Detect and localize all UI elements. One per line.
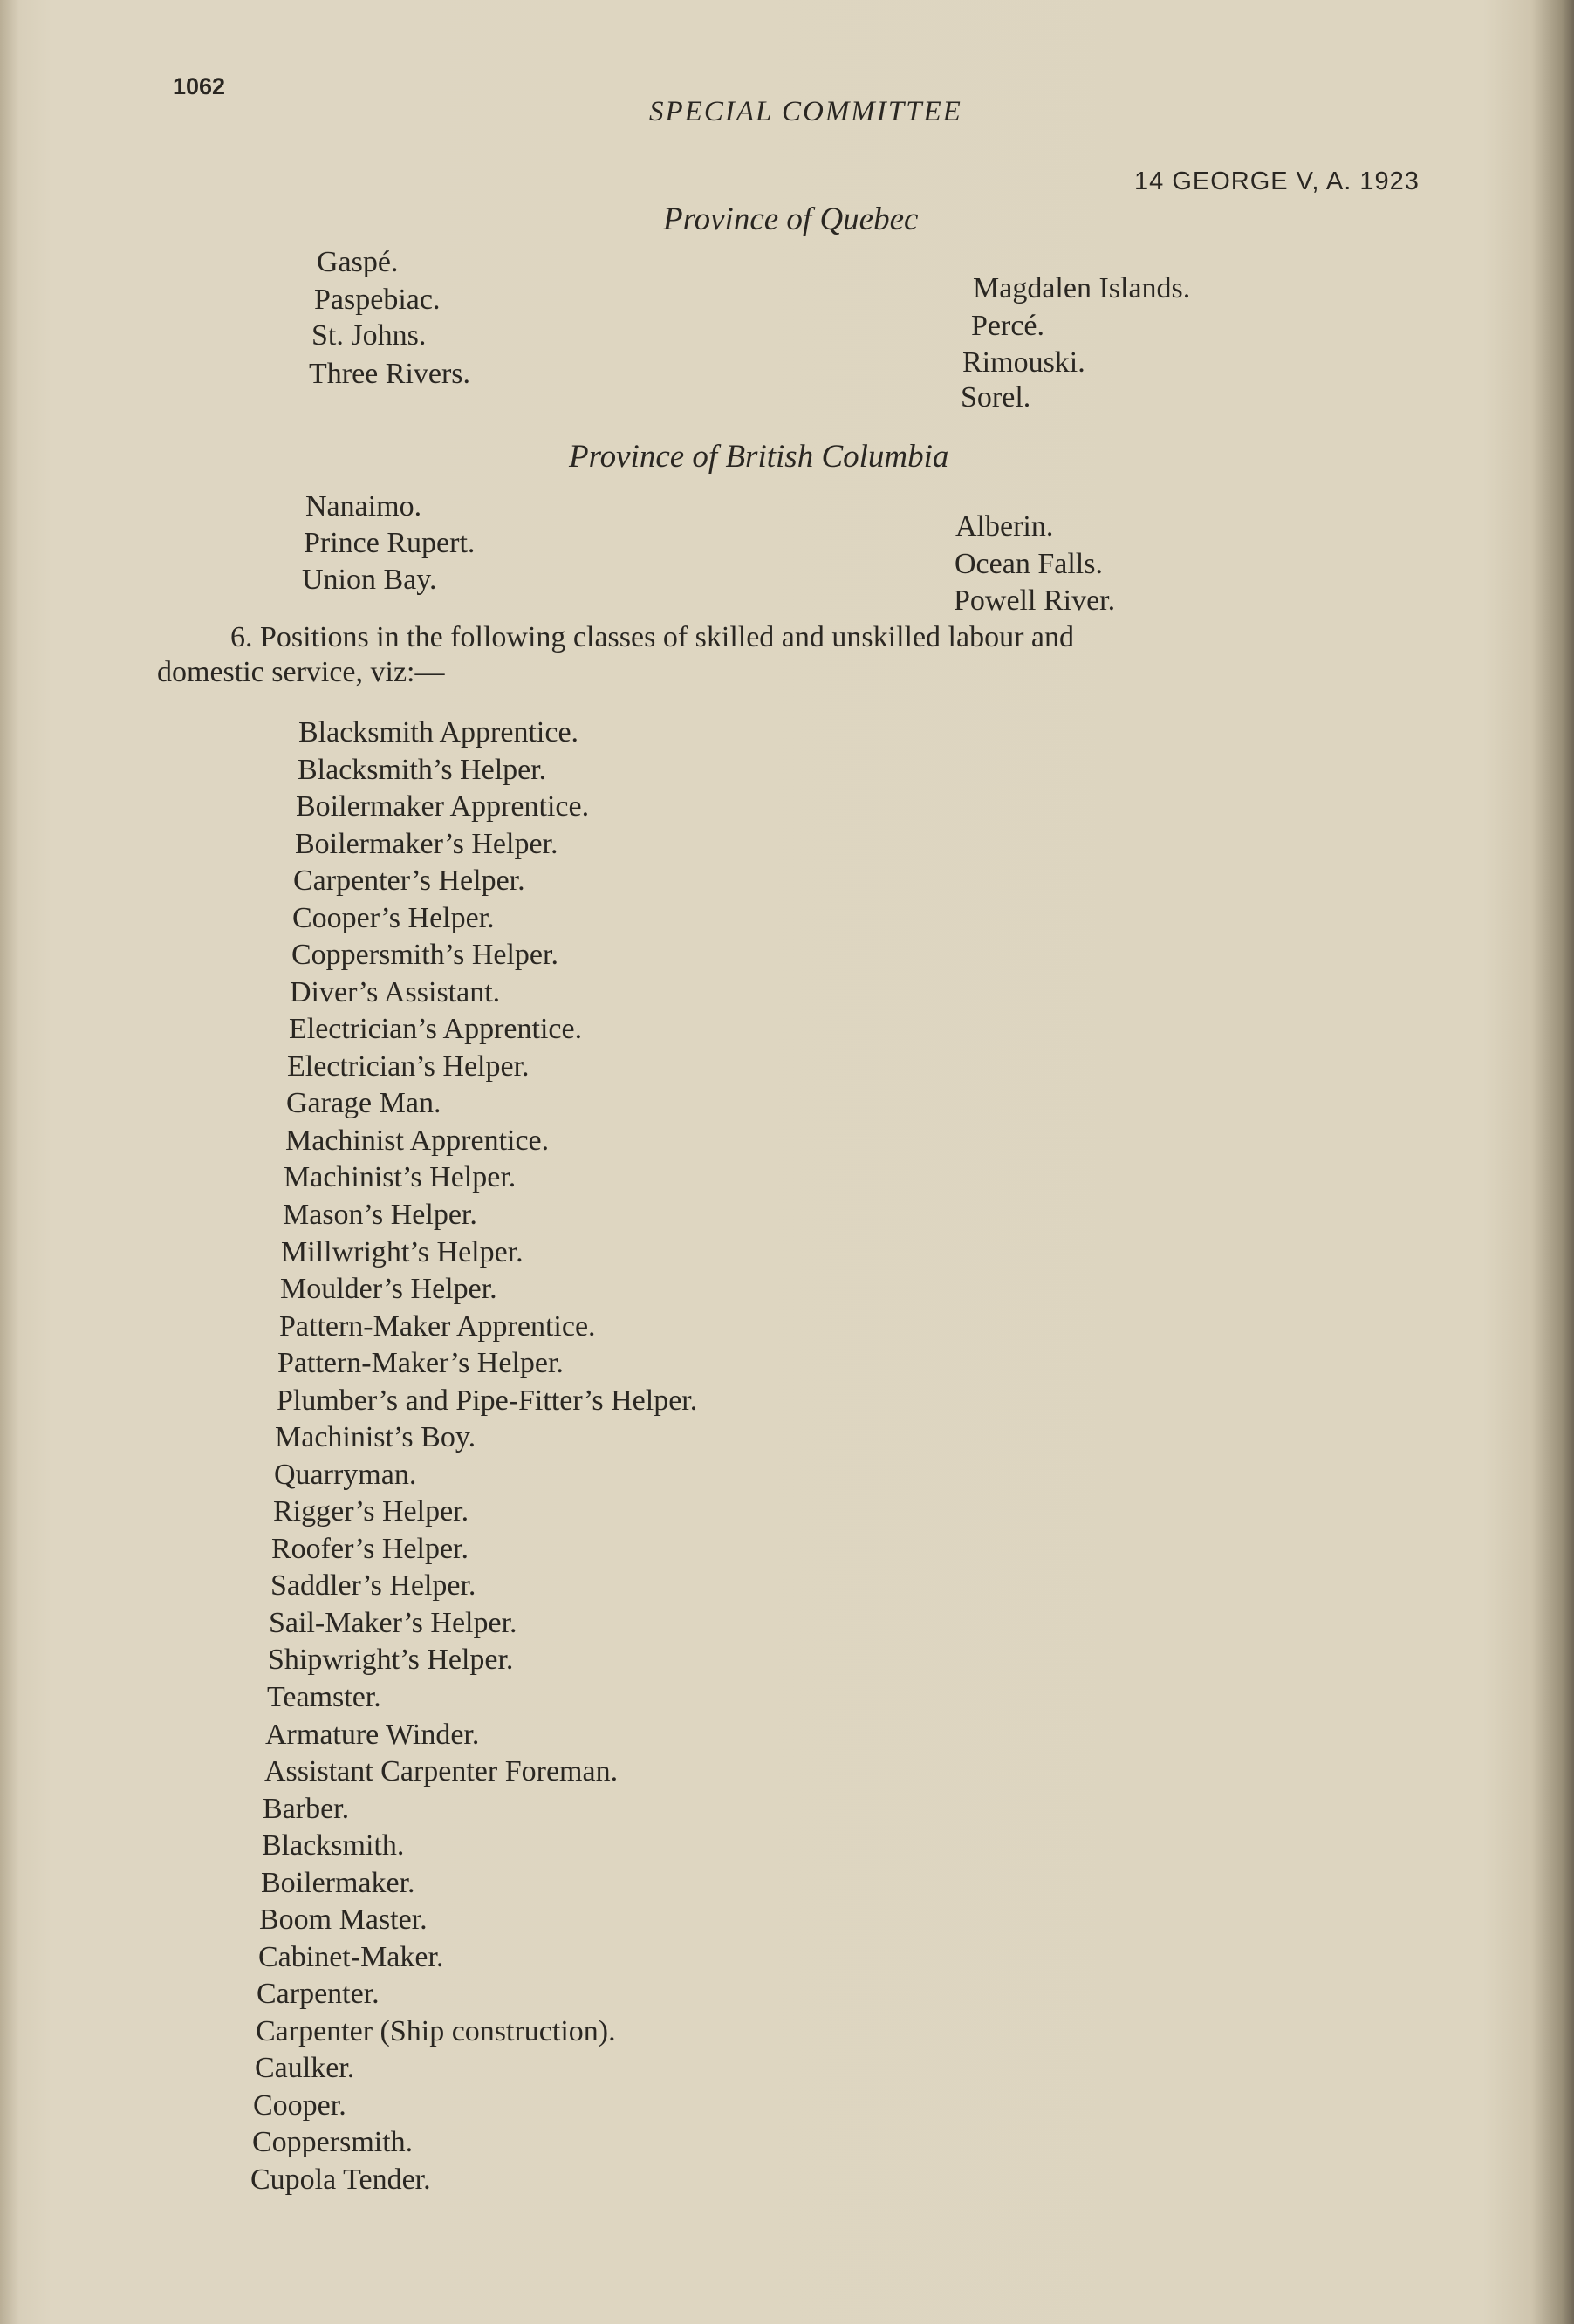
position-item: Cabinet-Maker. (258, 1941, 444, 1973)
position-item: Electrician’s Helper. (287, 1050, 530, 1083)
position-item: Boilermaker. (261, 1867, 415, 1899)
bc-place: Ocean Falls. (955, 548, 1103, 580)
paragraph-6-line: domestic service, viz:— (157, 656, 445, 688)
position-item: Roofer’s Helper. (271, 1533, 469, 1565)
position-item: Quarryman. (274, 1459, 417, 1491)
position-item: Cooper. (253, 2089, 346, 2122)
quebec-place: Rimouski. (962, 346, 1085, 379)
position-item: Barber. (263, 1793, 350, 1825)
position-item: Carpenter (Ship construction). (256, 2015, 616, 2047)
quebec-place: Sorel. (961, 381, 1031, 414)
position-item: Moulder’s Helper. (280, 1273, 497, 1305)
bc-place: Nanaimo. (305, 490, 422, 523)
position-item: Diver’s Assistant. (290, 976, 501, 1008)
position-item: Garage Man. (286, 1087, 441, 1119)
position-item: Machinist Apprentice. (285, 1124, 550, 1157)
position-item: Shipwright’s Helper. (268, 1644, 514, 1676)
bc-place: Prince Rupert. (304, 527, 476, 559)
position-item: Rigger’s Helper. (273, 1495, 469, 1528)
position-item: Blacksmith Apprentice. (298, 716, 579, 748)
position-item: Millwright’s Helper. (281, 1236, 524, 1268)
position-item: Coppersmith. (252, 2126, 414, 2158)
quebec-place: Paspebiac. (314, 284, 441, 316)
position-item: Boilermaker Apprentice. (296, 790, 590, 823)
position-item: Assistant Carpenter Foreman. (264, 1755, 619, 1787)
position-item: Sail-Maker’s Helper. (269, 1607, 517, 1639)
position-item: Electrician’s Apprentice. (289, 1013, 583, 1045)
position-item: Cupola Tender. (250, 2163, 431, 2196)
position-item: Coppersmith’s Helper. (291, 939, 558, 971)
position-item: Mason’s Helper. (283, 1199, 477, 1231)
position-item: Plumber’s and Pipe-Fitter’s Helper. (277, 1384, 698, 1417)
quebec-place: St. Johns. (311, 319, 427, 352)
position-item: Caulker. (255, 2052, 355, 2084)
position-item: Machinist’s Helper. (284, 1161, 517, 1193)
quebec-place: Magdalen Islands. (973, 272, 1191, 304)
quebec-place: Percé. (971, 310, 1045, 342)
position-item: Blacksmith’s Helper. (298, 754, 547, 786)
paragraph-6-line: 6. Positions in the following classes of skilled and unskilled labour and (230, 621, 1075, 653)
bc-place: Alberin. (955, 510, 1054, 543)
quebec-heading: Province of Quebec (663, 202, 919, 237)
position-item: Machinist’s Boy. (275, 1421, 476, 1453)
quebec-place: Three Rivers. (309, 358, 471, 390)
position-item: Boilermaker’s Helper. (295, 828, 558, 860)
session-heading: 14 GEORGE V, A. 1923 (1134, 167, 1420, 195)
bc-place: Union Bay. (302, 564, 437, 596)
british-columbia-heading: Province of British Columbia (569, 439, 949, 475)
position-item: Teamster. (267, 1681, 381, 1713)
position-item: Blacksmith. (262, 1829, 405, 1862)
bc-place: Powell River. (954, 584, 1116, 617)
quebec-place: Gaspé. (317, 246, 399, 278)
position-item: Pattern-Maker’s Helper. (277, 1347, 564, 1379)
position-item: Cooper’s Helper. (292, 902, 495, 934)
position-item: Carpenter. (257, 1978, 380, 2010)
position-item: Boom Master. (259, 1904, 428, 1936)
page-number: 1062 (173, 73, 226, 99)
position-item: Carpenter’s Helper. (293, 865, 525, 897)
position-item: Saddler’s Helper. (270, 1569, 476, 1602)
position-item: Pattern-Maker Apprentice. (279, 1310, 596, 1343)
running-head: SPECIAL COMMITTEE (649, 96, 962, 127)
position-item: Armature Winder. (265, 1719, 480, 1751)
